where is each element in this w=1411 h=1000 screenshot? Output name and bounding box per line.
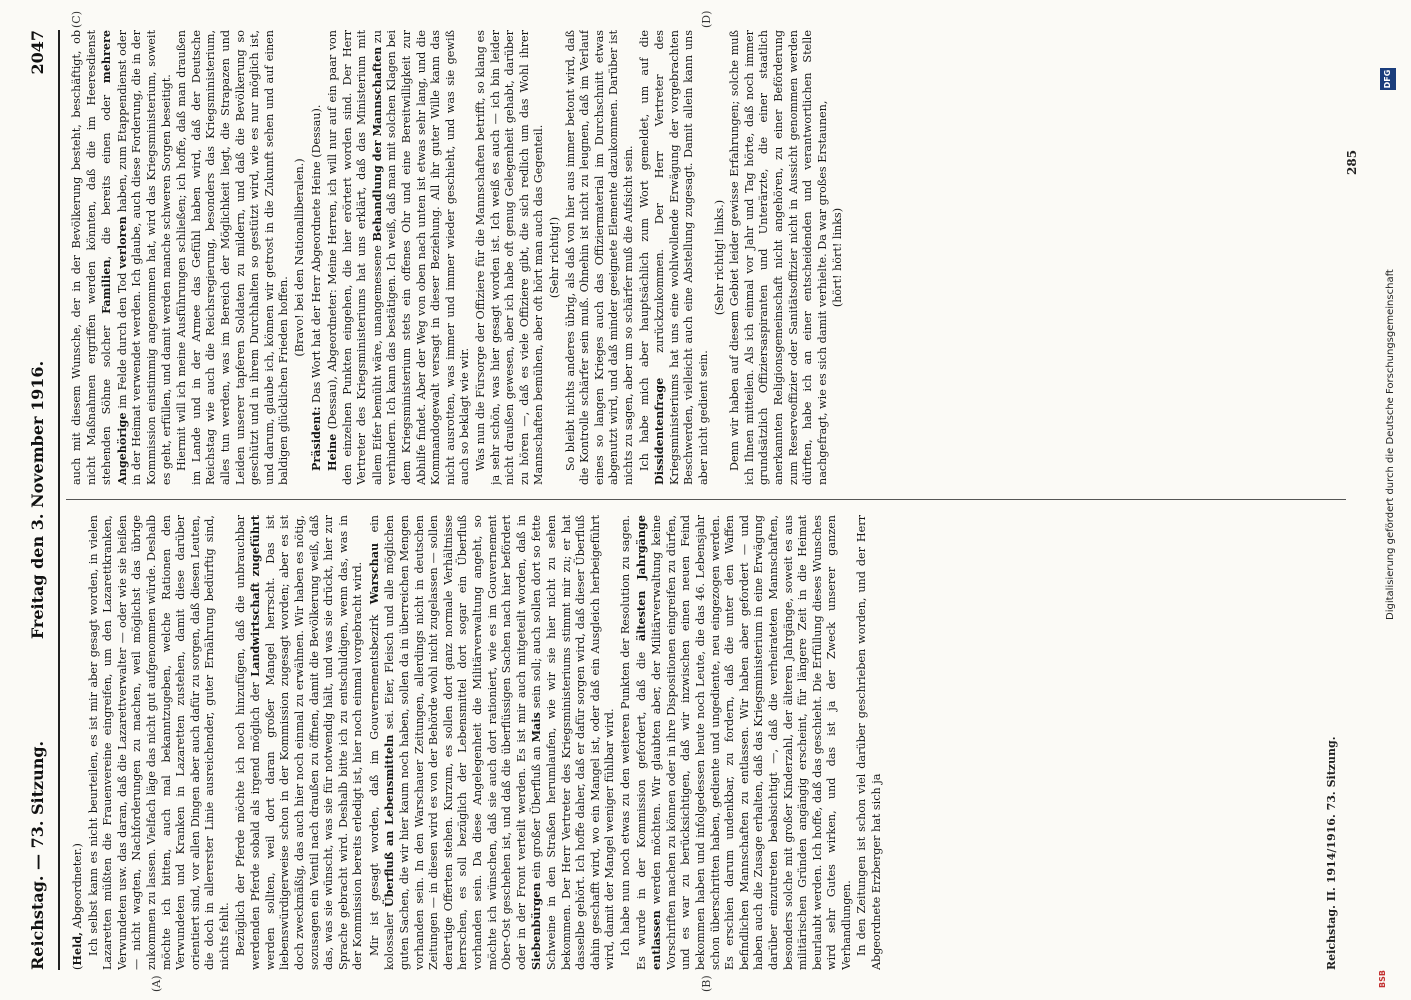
footer-left: Reichstag. II. 1914/1916. 73. Sitzung. (1325, 736, 1338, 970)
header-date: Freitag den 3. November 1916. (28, 360, 47, 640)
header-page-number: 2047 (28, 30, 47, 75)
header-left: Reichstag. — 73. Sitzung. (28, 740, 47, 970)
paragraph: Bezüglich der Pferde möchte ich noch hinzufügen, daß die unbrauchbar werdenden Pferde sobald als irgend möglich der Landwirtschaft zugeführt werden sollten, weil dort daran großer Mangel herrscht. Das ist liebenswürdigerweise schon in der Kommission zugesagt worden; aber es ist doch zweckmäßig, das auch hier noch einmal zu erwähnen. Wir haben es nötig, sozusagen ein Ventil nach draußen zu öffnen, damit die Bevölkerung weiß, daß das, was sie wünscht, was sie für notwendig hält, und was sie drückt, hier zur Sprache gebracht wird. Deshalb bitte ich zu entschuldigen, wenn das, was in der Kommission bereits erledigt ist, hier noch einmal vorgebracht wird. (233, 515, 365, 970)
paragraph: Ich habe mich aber hauptsächlich zum Wort gemeldet, um auf die Dissidentenfrage zurückzukommen. Der Herr Vertreter des Kriegsministeriums hat uns eine wohlwollende Erwägung der vorgebrachten Beschwerden, vielleicht auch eine Abstellung zugesagt. Damit allein kann uns aber nicht gedient sein. (637, 30, 710, 485)
paragraph: Heine (Dessau), Abgeordneter: Meine Herren, ich will nur auf ein paar von den einzelnen Punkten eingehen, die hier erörtert worden sind. Der Herr Vertreter des Kriegsministeriums hat uns erklärt, daß das Ministerium mit allem Eifer bemüht wäre, unangemessene Behandlung der Mannschaften zu verhindern. Ich kann das bestätigen. Ich weiß, daß man mit solchen Klagen bei dem Kriegsministerium stets ein offenes Ohr und eine Bereitwilligkeit zur Abhilfe findet. Aber der Weg von oben nach unten ist etwas sehr lang, und die Kommandogewalt versagt in dieser Beziehung. All ihr guter Wille kann das nicht ausrotten, was immer und immer wieder geschieht, und was sie gewiß auch so beklagt wie wir. (325, 30, 472, 485)
footer-page-number: 285 (1345, 149, 1359, 175)
digitization-credit: Digitalisierung gefördert durch die Deutsche Forschungsgemeinschaft (1385, 269, 1396, 620)
applause-note: (Sehr richtig! links.) (712, 199, 726, 316)
margin-marker-c: (C) (70, 11, 83, 28)
header-rule (58, 30, 60, 970)
speaker-role: Abgeordneter. (71, 847, 84, 929)
emphasis: Siebenbürgen (529, 882, 544, 970)
emphasis: ältesten Jahrgänge entlassen (633, 515, 664, 970)
paragraph: So bleibt nichts anderes übrig, als daß von hier aus immer betont wird, daß die Kontrolle schärfer sein muß. Ohnehin ist nicht zu leugnen, daß im Verlauf eines so langen Krieges auch das Offiziermaterial im Durchschnitt etwas abgenutzt wird, und daß minder geeignete Elemente dazukommen. Darüber ist nichts zu sagen, aber um so schärfer muß die Aufsicht sein. (563, 30, 635, 485)
emphasis: Behandlung der Mannschaften (369, 46, 384, 242)
margin-marker-a: (A) (150, 975, 163, 992)
paragraph: Denn wir haben auf diesem Gebiet leider gewisse Erfahrungen; solche muß ich Ihnen mitteilen. Als ich einmal vor Jahr und Tag hörte, daß noch immer grundsätzlich Offiziersaspiranten und Unterärzte, die einer staatlich anerkannten Religionsgemeinschaft nicht angehören, zu einer Beförderung zum Reserveoffizier oder Sanitätsoffizier nicht in Aussicht genommen werden dürften, habe ich an einer entscheidenden und verantwortlichen Stelle nachgefragt, wie es sich damit verhielte. Da war großes Erstaunen, (728, 30, 829, 485)
paragraph: auch mit diesem Wunsche, der in der Bevölkerung besteht, beschäftigt, ob nicht Maßnahmen ergriffen werden könnten, daß die im Heeresdienst stehenden Söhne solcher Familien, die bereits einen oder mehrere Angehörige im Felde durch den Tod verloren haben, zum Etappendienst oder in der Heimat verwendet werden. Ich glaube, auch diese Forderung, die in der Kommission einstimmig angenommen hat, wird das Kriegsministerium, soweit es geht, erfüllen, und damit werden manche schweren Sorgen beseitigt. (70, 30, 173, 485)
margin-marker-d: (D) (700, 10, 713, 28)
column-right (70, 30, 1345, 485)
speaker-name: Held, (70, 931, 84, 966)
emphasis: Mais (529, 712, 544, 743)
emphasis: Familien (99, 259, 114, 314)
column-left (70, 515, 1320, 970)
margin-marker-b: (B) (700, 975, 713, 992)
emphasis: verloren (114, 216, 129, 269)
paragraph: Was nun die Fürsorge der Offiziere für die Mannschaften betrifft, so klang es ja sehr schön, was hier gesagt worden ist. Ich weiß es auch — ich bin leider nicht draußen gewesen, aber ich habe oft genug Gelegenheit gehabt, darüber zu hören —, daß es viele Offiziere gibt, die sich redlich um das Wohl ihrer Mannschaften bemühen, aber oft hört man auch das Gegenteil. (474, 30, 546, 485)
speaker-line: (Held, Abgeordneter.) (70, 843, 84, 970)
paragraph: In den Zeitungen ist schon viel darüber geschrieben worden, und der Herr Abgeordnete Erzberger hat sich ja (855, 515, 884, 970)
applause-note: (Bravo! bei den Nationalliberalen.) (292, 158, 306, 357)
emphasis: Dissidentenfrage (652, 377, 667, 485)
applause-note: (Sehr richtig!) (548, 216, 561, 299)
paragraph: Ich habe nun noch etwas zu den weiteren Punkten der Resolution zu sagen. Es wurde in der Kommission gefordert, daß die ältesten Jahrgänge entlassen werden möchten. Wir glaubten aber, der Militärverwaltung keine Vorschriften machen zu können oder in ihre Dispositionen eingreifen zu dürfen, und es war zu berücksichtigen, daß wir inzwischen einen neuen Feind bekommen haben und infolgedessen heute noch Leute, die das 46. Lebensjahr schon überschritten haben, gediente und ungediente, neu eingezogen werden. Es erschien darum undenkbar, zu fordern, daß die unter den Waffen befindlichen Mannschaften zu entlassen. Wir haben aber gefordert — und haben auch die Zusage erhalten, daß das Kriegsministerium in eine Erwägung darüber einzutreten beabsichtigt —, daß die verheirateten Mannschaften, besonders solche mit großer Kinderzahl, der älteren Jahrgänge, soweit es aus militärischen Gründen angängig erscheint, für längere Zeit in die Heimat beurlaubt werden. Ich hoffe, daß das geschieht. Die Erfüllung dieses Wunsches wird sehr Gutes wirken, und das ist ja der Zweck unserer ganzen Verhandlungen. (618, 515, 853, 970)
paragraph: Hiermit will ich meine Ausführungen schließen; ich hoffe, daß man draußen im Lande und in der Armee das Gefühl haben wird, daß der Deutsche Reichstag wie auch die Reichsregierung, besonders das Kriegsministerium, alles tun werden, was im Bereich der Möglichkeit liegt, die Strapazen und Leiden unserer tapferen Soldaten zu mildern, und daß die Bevölkerung so geschützt und in ihrem Durchhalten so gestützt wird, wie es nur möglich ist, und darum, glaube ich, können wir getrost in die Zukunft sehen und auf einen baldigen glücklichen Frieden hoffen. (175, 30, 291, 485)
paragraph: Ich selbst kann es nicht beurteilen, es ist mir aber gesagt worden, in vielen Lazaretten müßten die Frauenvereine eingreifen, um den Lazarettkranken, Verwundeten usw. das daran, daß die Lazarettverwalter — oder wie sie heißen — nicht wagten, Nachforderungen zu machen, weil möglichst das übrige zukommen zu lassen. Vielfach läge das nicht gut aufgenommen würde. Deshalb möchte ich bitten, auch mal bekanntzugeben, welche Rationen den Verwundeten und Kranken in Lazaretten zustehen, damit diese darüber orientiert sind, vor allen Dingen aber auch dafür zu sorgen, daß diesen Leuten, die doch in allererster Linie ausreichender, guter Ernährung bedürftig sind, nichts fehlt. (86, 515, 231, 970)
paragraph: Mir ist gesagt worden, daß im Gouvernementsbezirk Warschau ein kolossaler Überfluß an Lebensmitteln sei. Eier, Fleisch und alle möglichen guten Sachen, die wir hier kaum noch haben, sollen da in überreichen Mengen vorhanden sein. In den Warschauer Zeitungen, allerdings nicht in deutschen Zeitungen — in diesen wird es von der Behörde wohl nicht zugelassen — sollen derartige Offerten stehen. Kurzum, es sollen dort ganz normale Verhältnisse herrschen, es soll bezüglich der Lebensmittel dort sogar ein Überfluß vorhanden sein. Da diese Angelegenheit die Militärverwaltung angeht, so möchte ich wünschen, daß sie auch dort rationiert, wie es im Gouvernement Ober-Ost geschehen ist, und daß die überflüssigen Sachen nach hier befördert oder in der Front verteilt werden. Es ist mir auch mitgeteilt worden, daß in Siebenbürgen ein großer Überfluß an Mais sein soll; auch sollen dort so fette Schweine in den Straßen herumlaufen, wie wir sie hier nicht zu sehen bekommen. Der Herr Vertreter des Kriegsministeriums stimmt mir zu; er hat dasselbe gehört. Ich hoffe daher, daß er dafür sorgen wird, daß dieser Überfluß dahin geschafft wird, wo ein Mangel ist, oder daß ein Ausgleich herbeigeführt wird, damit der Mangel weniger fühlbar wird. (366, 515, 617, 970)
president-line: Präsident: Das Wort hat der Herr Abgeordnete Heine (Dessau). (308, 104, 323, 471)
page-header (28, 30, 58, 970)
dfg-logo: DFG (1380, 68, 1396, 90)
column-separator (66, 499, 1346, 500)
emphasis: Überfluß an Lebensmitteln (382, 734, 397, 908)
president-label: Präsident: (308, 406, 323, 471)
bsb-mark: BSB (1378, 970, 1387, 988)
emphasis: Warschau (366, 542, 381, 605)
applause-note: (hört! hört! links) (831, 207, 845, 308)
speaker-name: Heine (325, 433, 340, 471)
emphasis: mehrere Angehörige (99, 30, 129, 485)
emphasis: Landwirtschaft zugeführt (248, 515, 263, 677)
